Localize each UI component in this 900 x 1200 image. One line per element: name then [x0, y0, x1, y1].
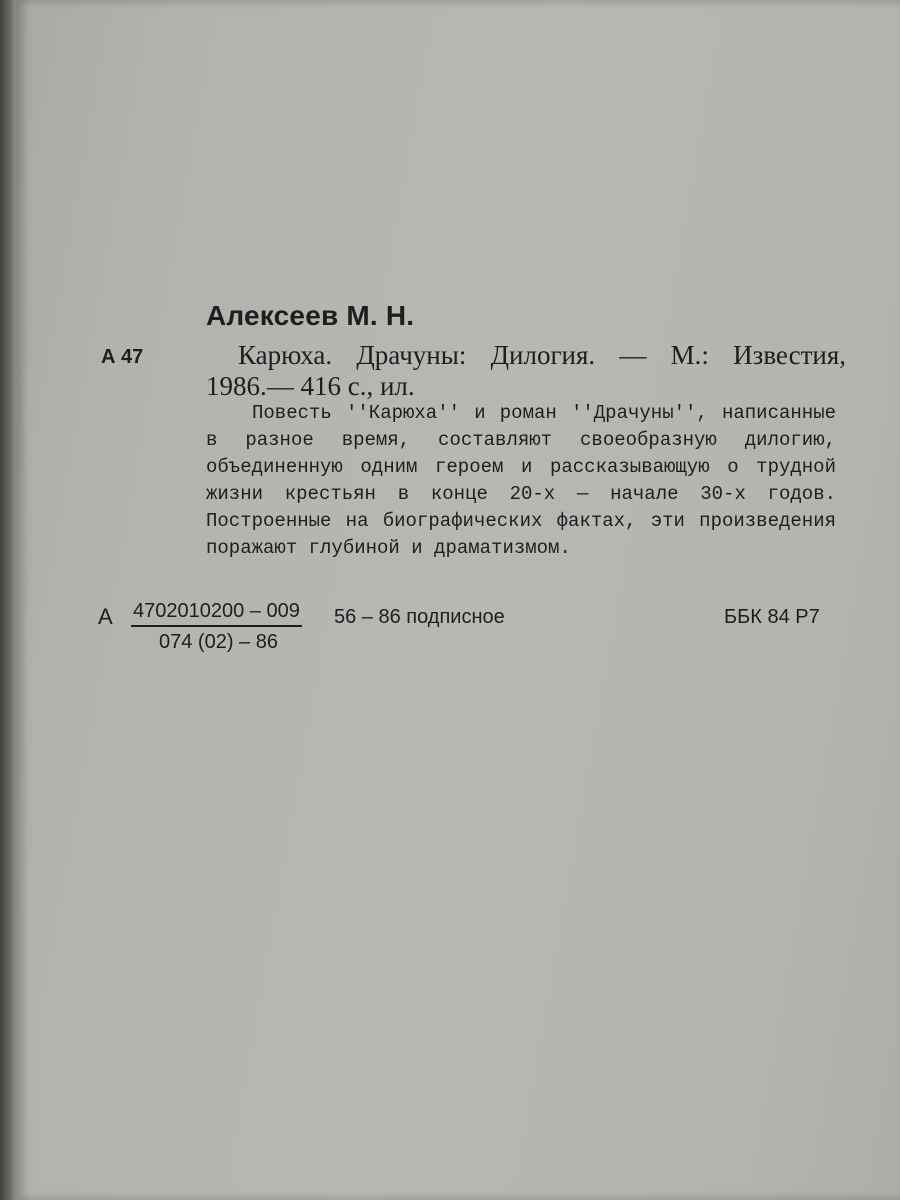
isbn-fraction — [131, 600, 302, 654]
title-line-2: 1986.— 416 с., ил. — [206, 371, 415, 401]
fraction-denominator: 074 (02) – 86 — [159, 631, 278, 653]
library-code: А 47 — [101, 346, 144, 368]
bbk-index: ББК 84 Р7 — [724, 606, 820, 628]
title-statement — [206, 340, 846, 402]
annotation-text: Повесть ''Карюха'' и роман ''Драчуны'', написанные в разное время, составляют своеобразную дилогию, объединенную одним героем и рассказывающую о трудной жизни крестьян в конце 20-х — начале 30-х годов. Построенные на биографических фактах, эти произведения поражают глубиной и драматизмом. — [206, 402, 836, 559]
footer-letter: А — [98, 604, 113, 629]
book-page — [16, 0, 900, 1200]
order-note: 56 – 86 подписное — [334, 606, 505, 628]
book-gutter — [0, 0, 16, 1200]
fraction-numerator: 4702010200 – 009 — [131, 600, 302, 627]
title-line-1: Карюха. Драчуны: Дилогия. — М.: Известия, — [238, 340, 846, 370]
annotation — [206, 400, 836, 562]
author-name: Алексеев М. Н. — [206, 300, 415, 331]
